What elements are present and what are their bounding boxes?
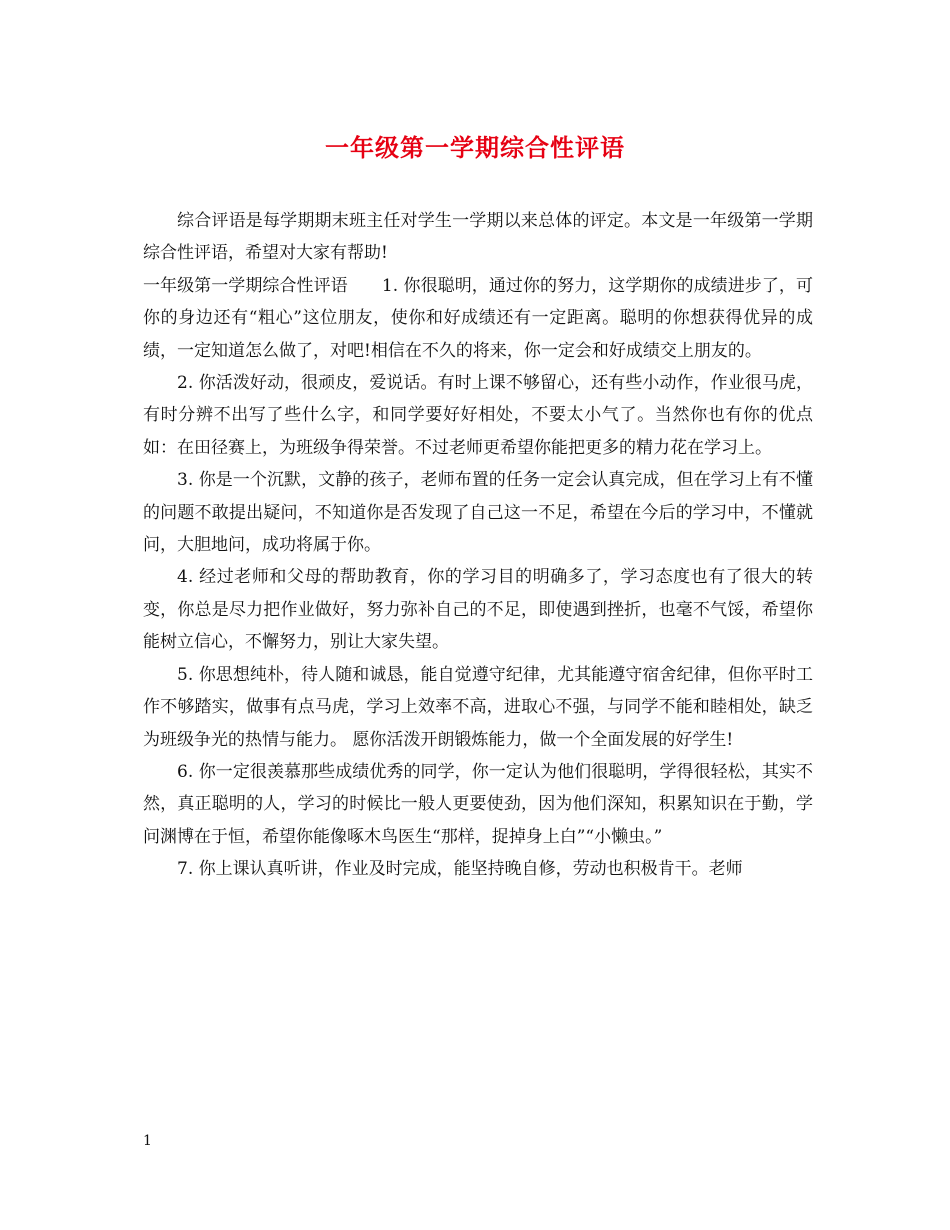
comment-paragraph-6: 6. 你一定很羡慕那些成绩优秀的同学，你一定认为他们很聪明，学得很轻松，其实不然，真正聪明的人，学习的时候比一般人更要使劲，因为他们深知，积累知识在于勤，学问渊博在于恒，希望你能像啄木鸟医生“那样，捉掉身上白”“小懒虫。” bbox=[143, 761, 813, 847]
comment-paragraph-4: 4. 经过老师和父母的帮助教育，你的学习目的明确多了，学习态度也有了很大的转变，你总是尽力把作业做好，努力弥补自己的不足，即使遇到挫折，也毫不气馁，希望你能树立信心，不懈努力，别让大家失望。 bbox=[143, 567, 813, 653]
document-body bbox=[143, 205, 813, 886]
page-number: 1 bbox=[143, 1133, 152, 1149]
comment-paragraph-7: 7. 你上课认真听讲，作业及时完成，能坚持晚自修，劳动也积极肯干。老师 bbox=[177, 859, 743, 880]
document-title: 一年级第一学期综合性评语 bbox=[325, 133, 625, 162]
comment-paragraph-3: 3. 你是一个沉默，文静的孩子，老师布置的任务一定会认真完成，但在学习上有不懂的问题不敢提出疑问，不知道你是否发现了自己这一不足，希望在今后的学习中，不懂就问，大胆地问，成功将属于你。 bbox=[143, 470, 813, 556]
comment-paragraph-5: 5. 你思想纯朴，待人随和诚恳，能自觉遵守纪律，尤其能遵守宿舍纪律，但你平时工作不够踏实，做事有点马虎，学习上效率不高，进取心不强，与同学不能和睦相处，缺乏为班级争光的热情与能力。 愿你活泼开朗锻炼能力，做一个全面发展的好学生! bbox=[143, 664, 813, 750]
comment-paragraph-2: 2. 你活泼好动，很顽皮，爱说话。有时上课不够留心，还有些小动作，作业很马虎，有时分辨不出写了些什么字，和同学要好好相处，不要太小气了。当然你也有你的优点如：在田径赛上，为班级争得荣誉。不过老师更希望你能把更多的精力花在学习上。 bbox=[143, 373, 813, 458]
intro-paragraph: 综合评语是每学期期末班主任对学生一学期以来总体的评定。本文是一年级第一学期综合性评语，希望对大家有帮助! bbox=[143, 211, 813, 264]
comment-paragraph-1: 一年级第一学期综合性评语 1. 你很聪明，通过你的努力，这学期你的成绩进步了，可你的身边还有“粗心”这位朋友，使你和好成绩还有一定距离。聪明的你想获得优异的成绩，一定知道怎么做了，对吧!相信在不久的将来，你一定会和好成绩交上朋友的。 bbox=[143, 275, 813, 361]
